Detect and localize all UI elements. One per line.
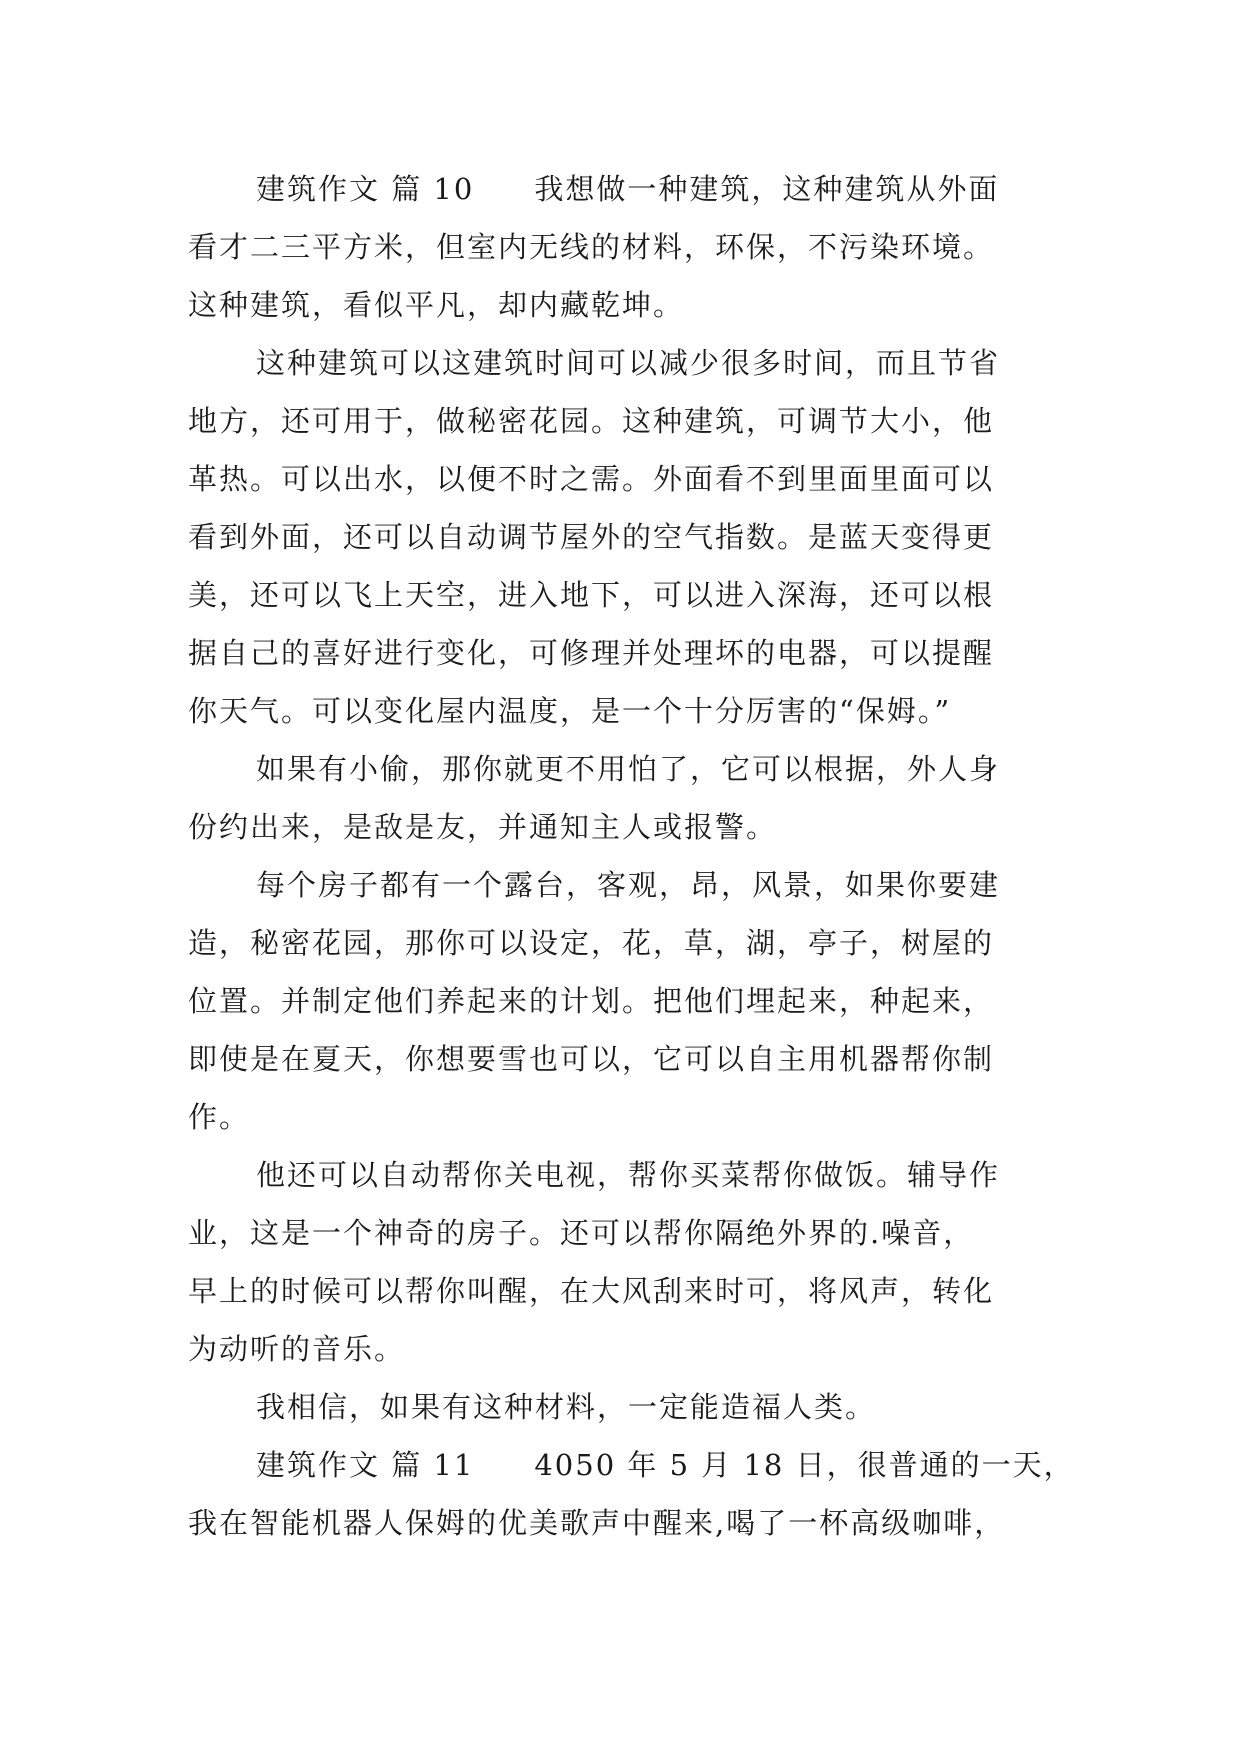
paragraph-line: 这种建筑，看似平凡，却内藏乾坤。 xyxy=(188,288,685,322)
document-body xyxy=(188,160,1075,1552)
paragraph-line: 我相信，如果有这种材料，一定能造福人类。 xyxy=(256,1390,877,1424)
paragraph-line: 份约出来，是敌是友，并通知主人或报警。 xyxy=(188,810,778,844)
paragraph-line: 美，还可以飞上天空，进入地下，可以进入深海，还可以根 xyxy=(188,578,995,612)
section-heading: 建筑作文 篇 10 xyxy=(256,172,475,206)
paragraph-line: 革热。可以出水，以便不时之需。外面看不到里面里面可以 xyxy=(188,462,995,496)
paragraph-line: 每个房子都有一个露台，客观，昂，风景，如果你要建 xyxy=(256,868,1001,902)
paragraph-line: 我在智能机器人保姆的优美歌声中醒来,喝了一杯高级咖啡， xyxy=(188,1506,1006,1540)
paragraph-line: 位置。并制定他们养起来的计划。把他们埋起来，种起来， xyxy=(188,984,995,1018)
section-heading: 建筑作文 篇 11 xyxy=(256,1448,475,1482)
paragraph-line: 这种建筑可以这建筑时间可以减少很多时间，而且节省 xyxy=(256,346,1001,380)
paragraph-line: 作。 xyxy=(188,1100,251,1134)
paragraph-line: 即使是在夏天，你想要雪也可以，它可以自主用机器帮你制 xyxy=(188,1042,995,1076)
paragraph-text: 4050 年 5 月 18 日，很普通的一天， xyxy=(534,1448,1075,1482)
paragraph-line: 造，秘密花园，那你可以设定，花，草，湖，亭子，树屋的 xyxy=(188,926,995,960)
paragraph-line: 据自己的喜好进行变化，可修理并处理坏的电器，可以提醒 xyxy=(188,636,995,670)
paragraph-text: 我想做一种建筑，这种建筑从外面 xyxy=(534,172,1000,206)
paragraph-line: 为动听的音乐。 xyxy=(188,1332,406,1366)
paragraph-line: 他还可以自动帮你关电视，帮你买菜帮你做饭。辅导作 xyxy=(256,1158,1001,1192)
paragraph-line: 看到外面，还可以自动调节屋外的空气指数。是蓝天变得更 xyxy=(188,520,995,554)
paragraph-line: 你天气。可以变化屋内温度，是一个十分厉害的“保姆。” xyxy=(188,694,952,728)
heading-line-10 xyxy=(188,160,1063,218)
paragraph-line: 业，这是一个神奇的房子。还可以帮你隔绝外界的.噪音， xyxy=(188,1216,975,1250)
paragraph-line: 看才二三平方米，但室内无线的材料，环保，不污染环境。 xyxy=(188,230,995,264)
heading-line-11 xyxy=(188,1436,1075,1494)
paragraph-line: 早上的时候可以帮你叫醒，在大风刮来时可，将风声，转化 xyxy=(188,1274,995,1308)
paragraph-line: 地方，还可用于，做秘密花园。这种建筑，可调节大小，他 xyxy=(188,404,995,438)
paragraph-line: 如果有小偷，那你就更不用怕了，它可以根据，外人身 xyxy=(256,752,1001,786)
